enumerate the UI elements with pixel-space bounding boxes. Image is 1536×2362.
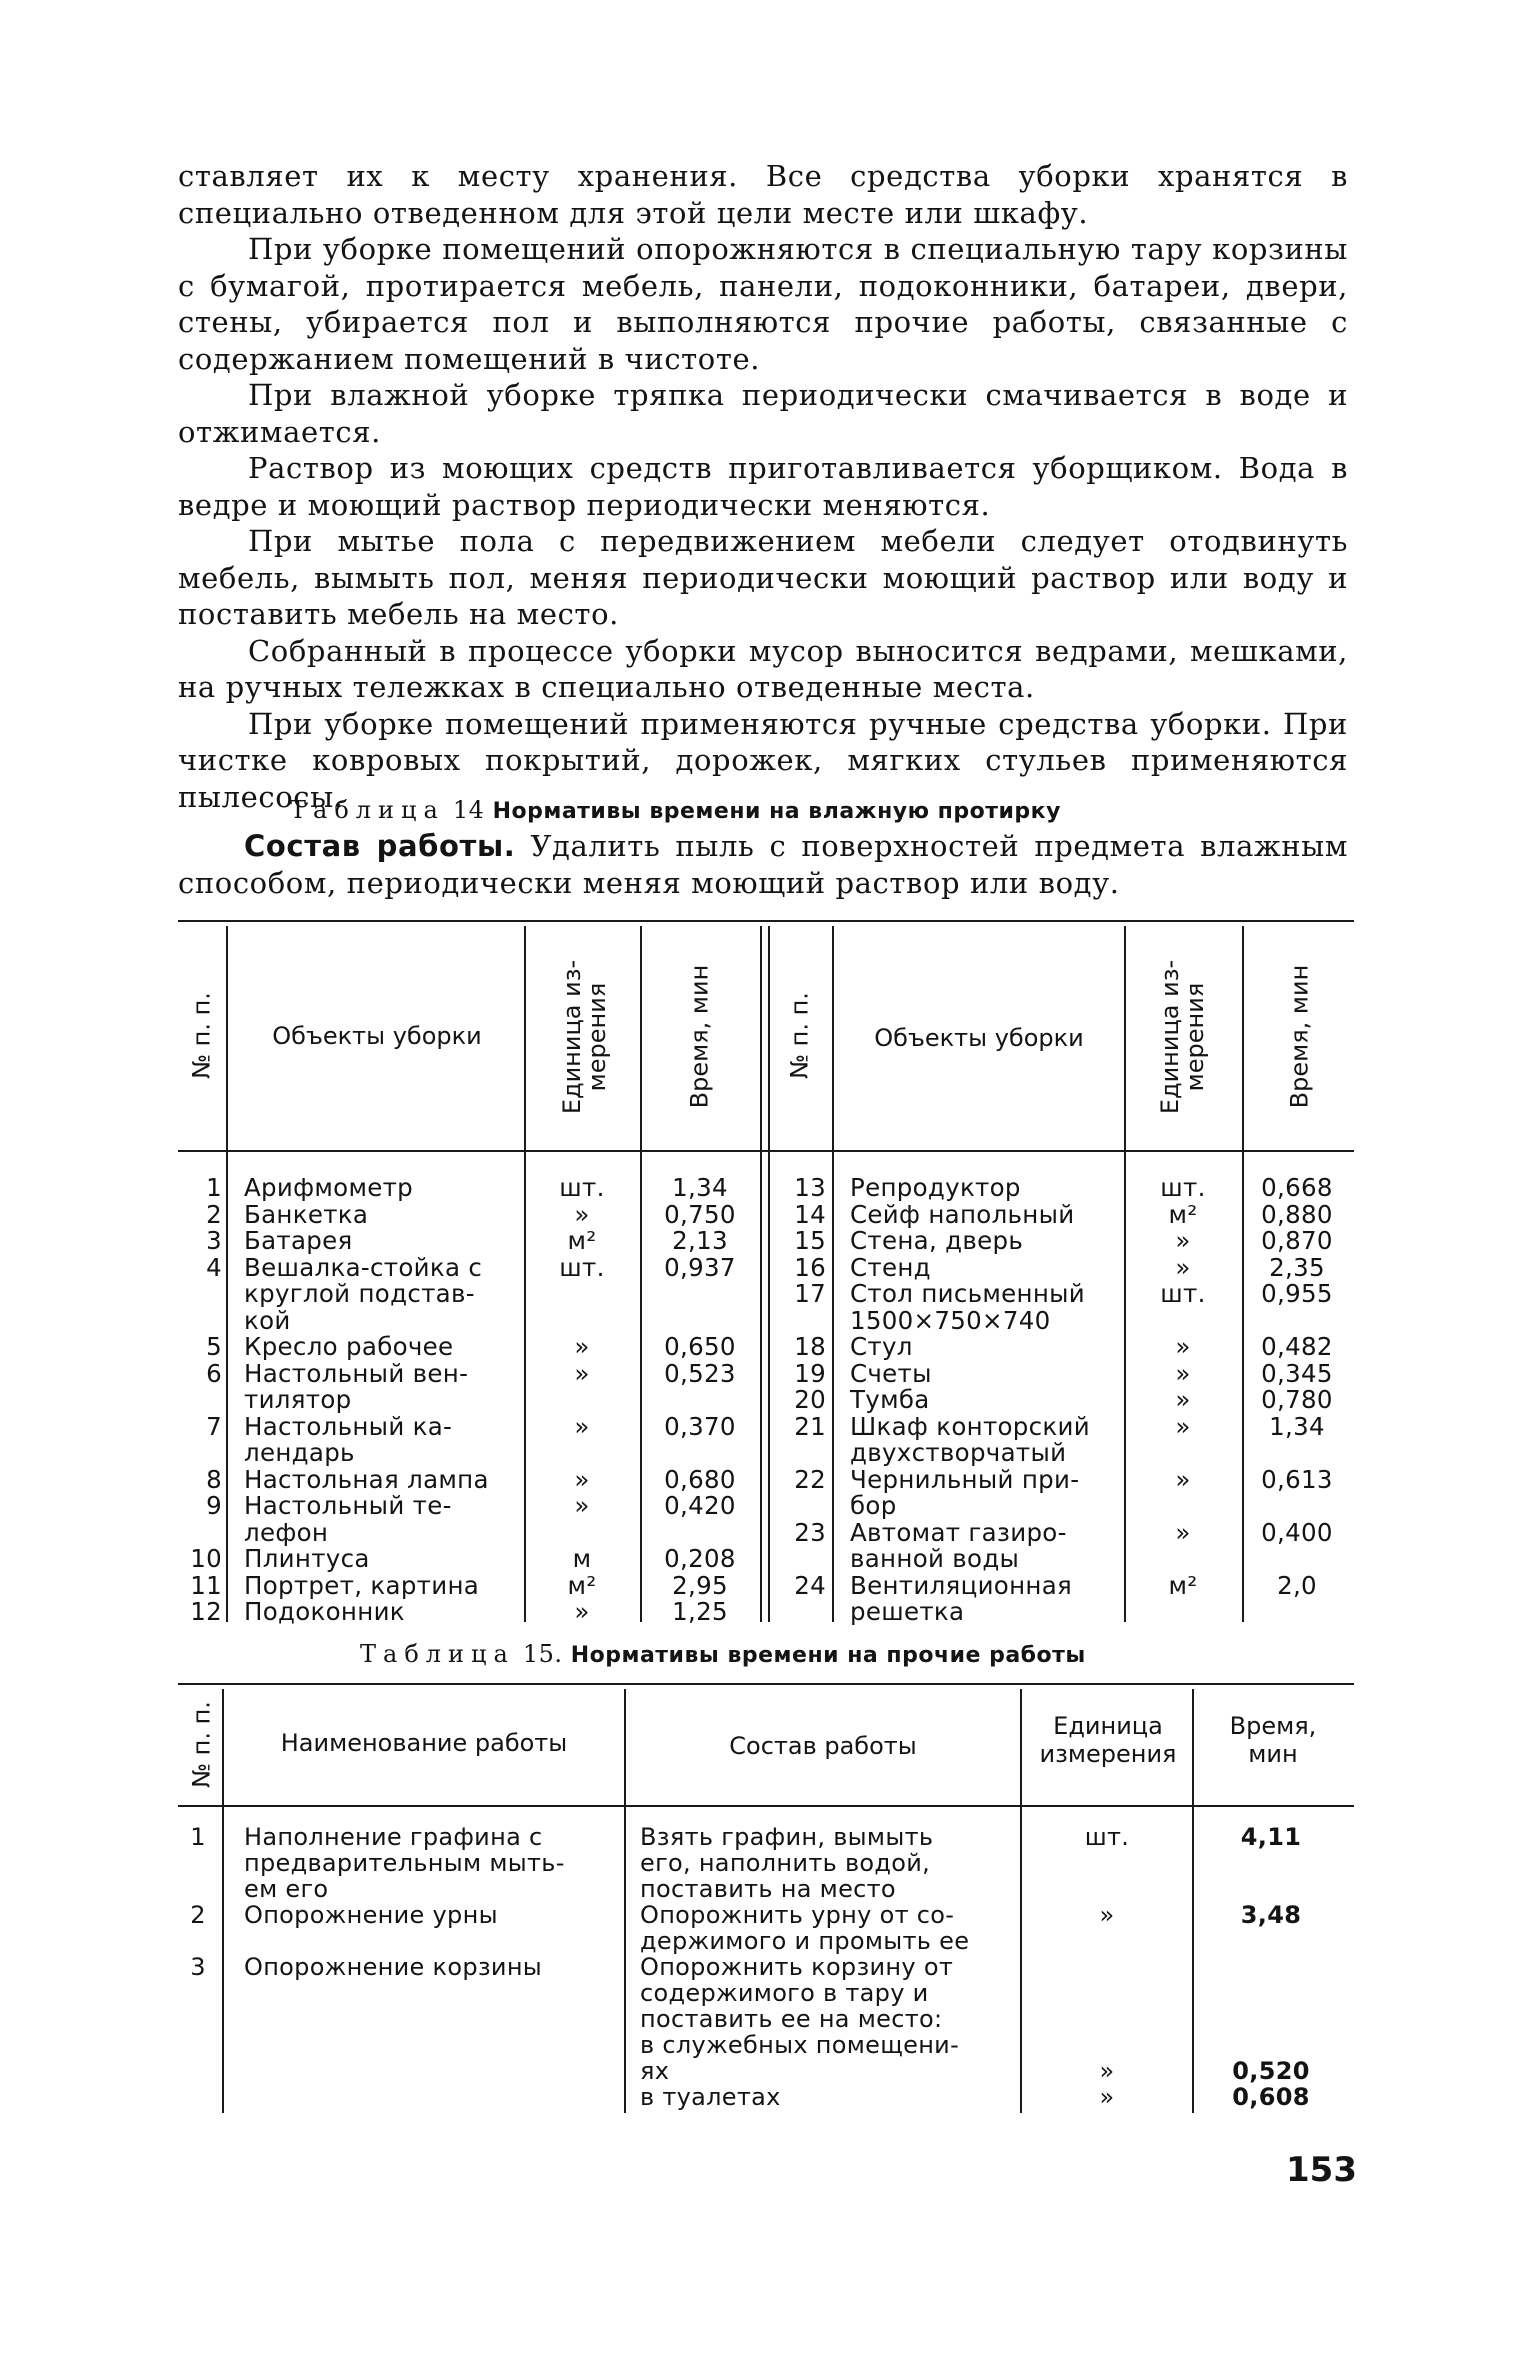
unit-value: »	[1175, 1358, 1191, 1388]
object-name	[244, 1334, 522, 1361]
object-name	[244, 1464, 522, 1494]
paragraph: Раствор из моющих средств приготавливается уборщиком. Вода в ведре и моющий раствор периодически меняются.	[178, 451, 1348, 522]
time-value: 0,870	[1261, 1226, 1333, 1255]
unit-value: шт.	[559, 1173, 605, 1202]
work-name-line: Опорожнение корзины	[244, 1953, 543, 1981]
table14-caption	[290, 796, 1061, 824]
table14-caption-number: 14	[452, 796, 485, 824]
row-number: 23	[794, 1517, 826, 1547]
object-name-line: лефон	[244, 1517, 329, 1547]
time-value: 2,0	[1277, 1570, 1317, 1600]
work-composition	[640, 2084, 1018, 2110]
row-number: 12	[190, 1597, 222, 1626]
time-value: 0,650	[664, 1332, 736, 1361]
work-composition	[640, 1902, 1018, 1954]
unit-value: »	[1175, 1332, 1191, 1361]
time-value: 2,35	[1269, 1252, 1325, 1282]
work-name-line: предварительным мыть-	[244, 1849, 565, 1877]
row-number: 2	[190, 1901, 206, 1929]
work-composition-line: Опорожнить урну от со-	[640, 1901, 955, 1929]
object-name-line: Стул	[850, 1332, 913, 1361]
time-value: 1,25	[672, 1597, 728, 1626]
time-value: 0,208	[664, 1544, 736, 1573]
object-name	[850, 1252, 1122, 1282]
time-value: 0,680	[664, 1464, 736, 1494]
table15-caption	[360, 1640, 1086, 1668]
unit-value: »	[574, 1358, 590, 1388]
table14-header-rule	[178, 1150, 1354, 1152]
work-composition	[640, 2032, 1018, 2084]
paragraph: ставляет их к месту хранения. Все средства уборки хранятся в специально отведенном для этой цели месте или шкафу.	[178, 159, 1348, 230]
table15-header-composition: Состав работы	[729, 1732, 917, 1760]
work-composition	[640, 1954, 1018, 2032]
work-name-line: Опорожнение урны	[244, 1901, 498, 1929]
object-name	[244, 1358, 522, 1414]
object-name-line: Батарея	[244, 1226, 353, 1255]
table15-header-name: Наименование работы	[280, 1729, 568, 1757]
unit-value: м	[572, 1544, 592, 1573]
work-name	[244, 1902, 618, 1928]
unit-value: »	[1175, 1226, 1191, 1255]
row-number: 18	[794, 1332, 826, 1361]
row-number: 2	[206, 1199, 222, 1229]
work-composition-line: Опорожнить корзину от	[640, 1953, 954, 1981]
time-value: 0,420	[664, 1491, 736, 1520]
table15-divider	[1020, 1689, 1022, 2113]
object-name	[850, 1517, 1122, 1573]
table15-caption-label: Таблица	[360, 1640, 515, 1668]
object-name-line: решетка	[850, 1597, 965, 1626]
time-value: 0,668	[1261, 1173, 1333, 1202]
time-value: 2,95	[672, 1570, 728, 1600]
unit-value: шт.	[559, 1252, 605, 1282]
row-number: 3	[206, 1226, 222, 1255]
unit-value: м²	[1168, 1570, 1198, 1600]
object-name	[850, 1570, 1122, 1626]
table15-divider	[624, 1689, 626, 2113]
row-number: 16	[794, 1252, 826, 1282]
unit-value: »	[1175, 1385, 1191, 1414]
object-name-line: Стол письменный	[850, 1279, 1086, 1308]
table14-caption-label: Таблица	[290, 796, 445, 824]
time-value: 0,613	[1261, 1464, 1333, 1494]
object-name	[850, 1228, 1122, 1255]
composition-label: Состав работы.	[244, 829, 516, 863]
row-number: 1	[206, 1173, 222, 1202]
time-value: 0,520	[1232, 2057, 1310, 2085]
object-name	[244, 1546, 522, 1573]
object-name-line: Шкаф конторский	[850, 1411, 1090, 1441]
object-name-line: двухстворчатый	[850, 1438, 1067, 1467]
unit-value: »	[1175, 1411, 1191, 1441]
row-number: 11	[190, 1570, 222, 1600]
table14-top-rule	[178, 920, 1354, 922]
row-number: 1	[190, 1823, 206, 1851]
object-name-line: Настольный ка-	[244, 1411, 453, 1441]
table15-divider	[222, 1689, 224, 2113]
table14-divider	[832, 926, 834, 1622]
object-name-line: Настольный вен-	[244, 1358, 469, 1388]
paragraph: При уборке помещений применяются ручные средства уборки. При чистке ковровых покрытий, дорожек, мягких стульев применяются пылесосы.	[178, 706, 1348, 814]
object-name-line: тилятор	[244, 1385, 352, 1414]
table15-divider	[1192, 1689, 1194, 2113]
object-name-line: бор	[850, 1491, 897, 1520]
object-name-line: Плинтуса	[244, 1544, 370, 1573]
row-number: 20	[794, 1385, 826, 1414]
object-name	[850, 1358, 1122, 1388]
work-name	[244, 1824, 618, 1902]
unit-value: »	[1175, 1464, 1191, 1494]
row-number: 7	[206, 1411, 222, 1441]
table15-header-num: № п. п.	[187, 1701, 216, 1788]
row-number: 17	[794, 1279, 826, 1308]
object-name	[244, 1570, 522, 1600]
object-name	[244, 1228, 522, 1255]
unit-value: шт.	[1160, 1173, 1206, 1202]
time-value: 0,880	[1261, 1199, 1333, 1229]
row-number: 10	[190, 1544, 222, 1573]
object-name-line: Арифмометр	[244, 1173, 414, 1202]
paragraph: При мытье пола с передвижением мебели следует отодвинуть мебель, вымыть пол, меняя периодически моющий раствор или воду и поставить мебель на место.	[178, 524, 1348, 631]
table15-top-rule	[178, 1683, 1354, 1685]
object-name	[850, 1334, 1122, 1361]
work-composition-line: в туалетах	[640, 2083, 781, 2111]
unit-value: »	[574, 1332, 590, 1361]
unit-value: шт.	[1084, 1823, 1130, 1851]
table14-header-unit: Единица из- мерения	[1156, 959, 1209, 1115]
row-number: 19	[794, 1358, 826, 1388]
table15-header-time: Время, мин	[1229, 1712, 1317, 1768]
table15-caption-title: Нормативы времени на прочие работы	[570, 1643, 1086, 1668]
object-name	[244, 1411, 522, 1467]
table15-header-unit: Единица измерения	[1039, 1712, 1177, 1768]
table14-divider	[760, 926, 762, 1622]
work-composition-line: поставить ее на место:	[640, 2005, 943, 2033]
time-value: 1,34	[1269, 1411, 1325, 1441]
row-number: 14	[794, 1199, 826, 1229]
time-value: 0,608	[1232, 2083, 1310, 2111]
unit-value: м²	[1168, 1199, 1198, 1229]
object-name-line: Репродуктор	[850, 1173, 1021, 1202]
unit-value: »	[1175, 1252, 1191, 1282]
page-number: 153	[1286, 2150, 1357, 2190]
paragraph: При влажной уборке тряпка периодически смачивается в воде и отжимается.	[178, 378, 1348, 449]
table14-header-object: Объекты уборки	[272, 1022, 482, 1050]
object-name-line: Банкетка	[244, 1199, 369, 1229]
row-number: 5	[206, 1332, 222, 1361]
time-value: 0,482	[1261, 1332, 1333, 1361]
object-name	[850, 1199, 1122, 1229]
unit-value: »	[574, 1597, 590, 1626]
row-number: 13	[794, 1173, 826, 1202]
object-name	[850, 1411, 1122, 1467]
object-name-line: лендарь	[244, 1438, 355, 1467]
work-name-line: Наполнение графина с	[244, 1823, 543, 1851]
row-number: 9	[206, 1491, 222, 1520]
object-name	[244, 1252, 522, 1335]
object-name-line: ванной воды	[850, 1544, 1020, 1573]
object-name	[850, 1387, 1122, 1414]
time-value: 0,400	[1261, 1517, 1333, 1547]
unit-value: »	[574, 1411, 590, 1441]
row-number: 6	[206, 1358, 222, 1388]
table14-header-time: Время, мин	[685, 964, 714, 1109]
unit-value: »	[574, 1199, 590, 1229]
object-name-line: Подоконник	[244, 1597, 405, 1626]
object-name-line: Счеты	[850, 1358, 932, 1388]
time-value: 0,937	[664, 1252, 736, 1282]
object-name	[850, 1281, 1122, 1334]
time-value: 0,750	[664, 1199, 736, 1229]
row-number: 21	[794, 1411, 826, 1441]
time-value: 2,13	[672, 1226, 728, 1255]
time-value: 4,11	[1240, 1823, 1302, 1851]
table14-caption-title: Нормативы времени на влажную протирку	[492, 799, 1061, 824]
unit-value: »	[574, 1491, 590, 1520]
time-value: 1,34	[672, 1173, 728, 1202]
object-name-line: кой	[244, 1305, 291, 1335]
unit-value: »	[1099, 2057, 1115, 2085]
object-name-line: Стенд	[850, 1252, 931, 1282]
row-number: 3	[190, 1953, 206, 1981]
row-number: 4	[206, 1252, 222, 1282]
object-name	[850, 1175, 1122, 1202]
table14-header-object: Объекты уборки	[874, 1024, 1084, 1052]
object-name	[244, 1493, 522, 1546]
object-name	[244, 1175, 522, 1202]
object-name-line: Чернильный при-	[850, 1464, 1080, 1494]
unit-value: »	[1099, 2083, 1115, 2111]
work-name-line: ем его	[244, 1875, 329, 1903]
work-composition-line: его, наполнить водой,	[640, 1849, 931, 1877]
table15-header-rule	[178, 1805, 1354, 1807]
work-composition-line: Взять графин, вымыть	[640, 1823, 934, 1851]
work-composition-line: содержимого в тару и	[640, 1979, 929, 2007]
object-name-line: Сейф напольный	[850, 1199, 1075, 1229]
object-name-line: Вешалка-стойка с	[244, 1252, 483, 1282]
object-name	[850, 1464, 1122, 1520]
table14-header-num: № п. п.	[785, 992, 814, 1079]
object-name-line: Портрет, картина	[244, 1570, 480, 1600]
object-name-line: круглой подстав-	[244, 1279, 475, 1308]
unit-value: шт.	[1160, 1279, 1206, 1308]
unit-value: м²	[567, 1226, 597, 1255]
object-name	[244, 1599, 522, 1626]
row-number: 22	[794, 1464, 826, 1494]
object-name-line: Кресло рабочее	[244, 1332, 454, 1361]
object-name-line: Настольная лампа	[244, 1464, 489, 1494]
time-value: 0,345	[1261, 1358, 1333, 1388]
table14-header-unit: Единица из- мерения	[558, 959, 611, 1115]
row-number: 8	[206, 1464, 222, 1494]
object-name	[244, 1199, 522, 1229]
object-name-line: Настольный те-	[244, 1491, 452, 1520]
table14-header-time: Время, мин	[1285, 964, 1314, 1109]
unit-value: »	[1175, 1517, 1191, 1547]
table14-header-num: № п. п.	[187, 992, 216, 1079]
row-number: 24	[794, 1570, 826, 1600]
table14-composition	[178, 828, 1348, 901]
work-composition-line: в служебных помещени-	[640, 2031, 960, 2059]
time-value: 0,523	[664, 1358, 736, 1388]
table15-caption-number: 15.	[522, 1640, 563, 1668]
work-composition-line: поставить на место	[640, 1875, 896, 1903]
paragraph: Собранный в процессе уборки мусор выносится ведрами, мешками, на ручных тележках в специально отведенные места.	[178, 633, 1348, 704]
body-text	[178, 158, 1348, 815]
paragraph: При уборке помещений опорожняются в специальную тару корзины с бумагой, протирается мебель, панели, подоконники, батареи, двери, стены, убирается пол и выполняются прочие работы, связанные с содержанием помещений в чистоте.	[178, 232, 1348, 376]
work-composition-line: ях	[640, 2057, 670, 2085]
work-composition	[640, 1824, 1018, 1902]
object-name-line: Вентиляционная	[850, 1570, 1073, 1600]
time-value: 3,48	[1240, 1901, 1302, 1929]
object-name-line: Автомат газиро-	[850, 1517, 1067, 1547]
unit-value: »	[1099, 1901, 1115, 1929]
object-name-line: Тумба	[850, 1385, 930, 1414]
time-value: 0,955	[1261, 1279, 1333, 1308]
object-name-line: 1500×750×740	[850, 1305, 1051, 1335]
time-value: 0,780	[1261, 1385, 1333, 1414]
time-value: 0,370	[664, 1411, 736, 1441]
table14-divider	[226, 926, 228, 1622]
row-number: 15	[794, 1226, 826, 1255]
object-name-line: Стена, дверь	[850, 1226, 1024, 1255]
unit-value: »	[574, 1464, 590, 1494]
composition-text: Удалить пыль с поверхностей предмета влажным способом, периодически меняя моющий раствор или воду.	[178, 829, 1349, 900]
unit-value: м²	[567, 1570, 597, 1600]
work-composition-line: держимого и промыть ее	[640, 1927, 970, 1955]
work-name	[244, 1954, 618, 1980]
